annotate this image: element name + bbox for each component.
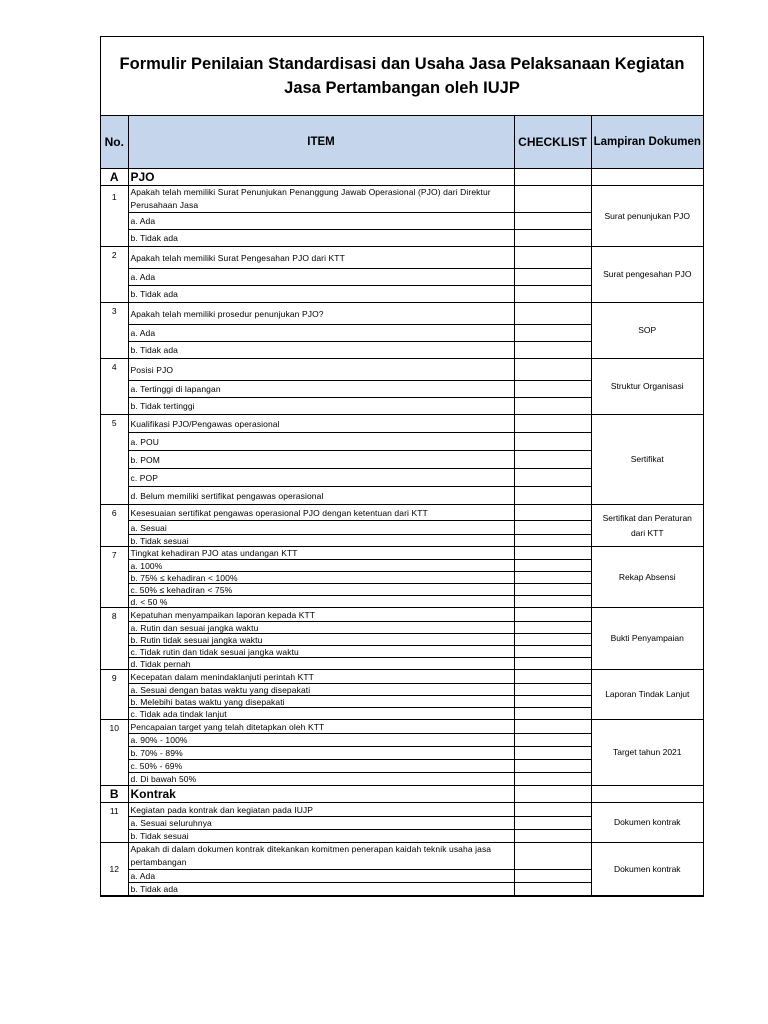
checklist-cell[interactable]	[514, 773, 591, 786]
section-letter: B	[101, 786, 128, 803]
attachment-document: Struktur Organisasi	[591, 359, 703, 415]
checklist-cell[interactable]	[514, 843, 591, 870]
item-option: b. Melebihi batas waktu yang disepakati	[128, 696, 514, 708]
form-title	[101, 37, 703, 116]
question-row	[101, 547, 703, 560]
item-number: 9	[101, 670, 128, 720]
checklist-cell[interactable]	[514, 186, 591, 213]
header-item: ITEM	[128, 116, 514, 169]
attachment-document: Target tahun 2021	[591, 720, 703, 786]
checklist-cell[interactable]	[514, 684, 591, 696]
form-title-line-2: Jasa Pertambangan oleh IUJP	[284, 79, 520, 97]
attachment-document: Sertifikat	[591, 415, 703, 505]
checklist-cell[interactable]	[514, 521, 591, 535]
attachment-document: SOP	[591, 303, 703, 359]
checklist-cell[interactable]	[514, 303, 591, 325]
checklist-cell[interactable]	[514, 547, 591, 560]
checklist-cell[interactable]	[514, 658, 591, 670]
checklist-cell[interactable]	[514, 213, 591, 230]
item-number: 6	[101, 505, 128, 547]
checklist-cell[interactable]	[514, 359, 591, 381]
checklist-cell[interactable]	[514, 608, 591, 622]
item-option: d. Belum memiliki sertifikat pengawas operasional	[128, 487, 514, 505]
item-option: b. 70% - 89%	[128, 747, 514, 760]
item-number: 10	[101, 720, 128, 786]
item-question: Apakah telah memiliki Surat Penunjukan Penanggung Jawab Operasional (PJO) dari Direktur Perusahaan Jasa	[128, 186, 514, 213]
item-question: Kepatuhan menyampaikan laporan kepada KTT	[128, 608, 514, 622]
checklist-cell[interactable]	[514, 622, 591, 634]
item-question: Kegiatan pada kontrak dan kegiatan pada IUJP	[128, 803, 514, 817]
attachment-document: Sertifikat dan Peraturan dari KTT	[591, 505, 703, 547]
item-option: c. Tidak rutin dan tidak sesuai jangka waktu	[128, 646, 514, 658]
item-option: c. 50% ≤ kehadiran < 75%	[128, 584, 514, 596]
checklist-cell[interactable]	[514, 325, 591, 342]
item-number: 4	[101, 359, 128, 415]
checklist-cell[interactable]	[514, 487, 591, 505]
section-checklist-cell	[514, 169, 591, 186]
checklist-cell[interactable]	[514, 230, 591, 247]
checklist-cell[interactable]	[514, 247, 591, 269]
section-title: PJO	[128, 169, 514, 186]
table-header-row	[101, 116, 703, 169]
checklist-cell[interactable]	[514, 433, 591, 451]
item-option: b. POM	[128, 451, 514, 469]
item-question: Kualifikasi PJO/Pengawas operasional	[128, 415, 514, 433]
checklist-cell[interactable]	[514, 760, 591, 773]
item-number: 2	[101, 247, 128, 303]
checklist-cell[interactable]	[514, 584, 591, 596]
item-question: Pencapaian target yang telah ditetapkan oleh KTT	[128, 720, 514, 734]
item-number: 8	[101, 608, 128, 670]
checklist-cell[interactable]	[514, 803, 591, 817]
checklist-cell[interactable]	[514, 634, 591, 646]
item-number: 11	[101, 803, 128, 843]
checklist-cell[interactable]	[514, 342, 591, 359]
checklist-cell[interactable]	[514, 747, 591, 760]
item-option: b. 75% ≤ kehadiran < 100%	[128, 572, 514, 584]
checklist-cell[interactable]	[514, 696, 591, 708]
question-row	[101, 415, 703, 433]
header-no: No.	[101, 116, 128, 169]
attachment-document: Rekap Absensi	[591, 547, 703, 608]
item-number: 3	[101, 303, 128, 359]
checklist-cell[interactable]	[514, 560, 591, 572]
question-row	[101, 670, 703, 684]
question-row	[101, 303, 703, 325]
item-question: Kesesuaian sertifikat pengawas operasional PJO dengan ketentuan dari KTT	[128, 505, 514, 521]
checklist-cell[interactable]	[514, 535, 591, 547]
section-letter: A	[101, 169, 128, 186]
checklist-cell[interactable]	[514, 505, 591, 521]
item-option: a. Ada	[128, 870, 514, 883]
section-row	[101, 169, 703, 186]
checklist-cell[interactable]	[514, 883, 591, 896]
question-row	[101, 186, 703, 213]
question-row	[101, 720, 703, 734]
question-row	[101, 505, 703, 521]
header-attachment: Lampiran Dokumen	[591, 116, 703, 169]
item-option: b. Rutin tidak sesuai jangka waktu	[128, 634, 514, 646]
section-doc-cell	[591, 786, 703, 803]
section-row	[101, 786, 703, 803]
question-row	[101, 803, 703, 817]
item-option: a. Ada	[128, 269, 514, 286]
item-option: a. 100%	[128, 560, 514, 572]
checklist-table	[101, 116, 703, 896]
item-option: a. Ada	[128, 213, 514, 230]
section-title: Kontrak	[128, 786, 514, 803]
section-doc-cell	[591, 169, 703, 186]
item-question: Apakah di dalam dokumen kontrak ditekankan komitmen penerapan kaidah teknik usaha jasa pertambangan	[128, 843, 514, 870]
checklist-cell[interactable]	[514, 870, 591, 883]
checklist-cell[interactable]	[514, 415, 591, 433]
question-row	[101, 247, 703, 269]
item-question: Apakah telah memiliki prosedur penunjukan PJO?	[128, 303, 514, 325]
question-row	[101, 843, 703, 870]
checklist-cell[interactable]	[514, 269, 591, 286]
item-number: 1	[101, 186, 128, 247]
checklist-cell[interactable]	[514, 646, 591, 658]
checklist-cell[interactable]	[514, 720, 591, 734]
checklist-cell[interactable]	[514, 830, 591, 843]
item-option: a. POU	[128, 433, 514, 451]
item-question: Posisi PJO	[128, 359, 514, 381]
item-option: b. Tidak ada	[128, 230, 514, 247]
assessment-form	[100, 36, 704, 897]
question-row	[101, 608, 703, 622]
section-checklist-cell	[514, 786, 591, 803]
attachment-document: Bukti Penyampaian	[591, 608, 703, 670]
item-option: b. Tidak ada	[128, 286, 514, 303]
checklist-cell[interactable]	[514, 451, 591, 469]
item-option: b. Tidak ada	[128, 342, 514, 359]
item-option: c. Tidak ada tindak lanjut	[128, 708, 514, 720]
checklist-cell[interactable]	[514, 596, 591, 608]
checklist-cell[interactable]	[514, 469, 591, 487]
question-row	[101, 359, 703, 381]
item-option: a. Rutin dan sesuai jangka waktu	[128, 622, 514, 634]
item-question: Kecepatan dalam menindaklanjuti perintah KTT	[128, 670, 514, 684]
item-option: c. POP	[128, 469, 514, 487]
attachment-document: Dokumen kontrak	[591, 803, 703, 843]
form-title-line-1: Formulir Penilaian Standardisasi dan Usaha Jasa Pelaksanaan Kegiatan	[119, 55, 685, 73]
item-number: 7	[101, 547, 128, 608]
item-option: a. Sesuai dengan batas waktu yang disepakati	[128, 684, 514, 696]
item-option: b. Tidak sesuai	[128, 830, 514, 843]
item-option: a. 90% - 100%	[128, 734, 514, 747]
item-option: d. Tidak pernah	[128, 658, 514, 670]
checklist-cell[interactable]	[514, 817, 591, 830]
item-option: a. Tertinggi di lapangan	[128, 381, 514, 398]
checklist-cell[interactable]	[514, 398, 591, 415]
item-number: 5	[101, 415, 128, 505]
header-checklist: CHECKLIST	[514, 116, 591, 169]
attachment-document: Dokumen kontrak	[591, 843, 703, 896]
item-option: d. Di bawah 50%	[128, 773, 514, 786]
item-option: b. Tidak ada	[128, 883, 514, 896]
checklist-cell[interactable]	[514, 572, 591, 584]
checklist-cell[interactable]	[514, 286, 591, 303]
item-option: b. Tidak tertinggi	[128, 398, 514, 415]
checklist-cell[interactable]	[514, 670, 591, 684]
item-question: Apakah telah memiliki Surat Pengesahan PJO dari KTT	[128, 247, 514, 269]
attachment-document: Laporan Tindak Lanjut	[591, 670, 703, 720]
checklist-cell[interactable]	[514, 708, 591, 720]
item-option: a. Sesuai	[128, 521, 514, 535]
item-option: a. Sesuai seluruhnya	[128, 817, 514, 830]
item-option: b. Tidak sesuai	[128, 535, 514, 547]
checklist-cell[interactable]	[514, 381, 591, 398]
item-option: d. < 50 %	[128, 596, 514, 608]
item-option: c. 50% - 69%	[128, 760, 514, 773]
item-question: Tingkat kehadiran PJO atas undangan KTT	[128, 547, 514, 560]
item-option: a. Ada	[128, 325, 514, 342]
attachment-document: Surat pengesahan PJO	[591, 247, 703, 303]
attachment-document: Surat penunjukan PJO	[591, 186, 703, 247]
checklist-cell[interactable]	[514, 734, 591, 747]
item-number: 12	[101, 843, 128, 896]
